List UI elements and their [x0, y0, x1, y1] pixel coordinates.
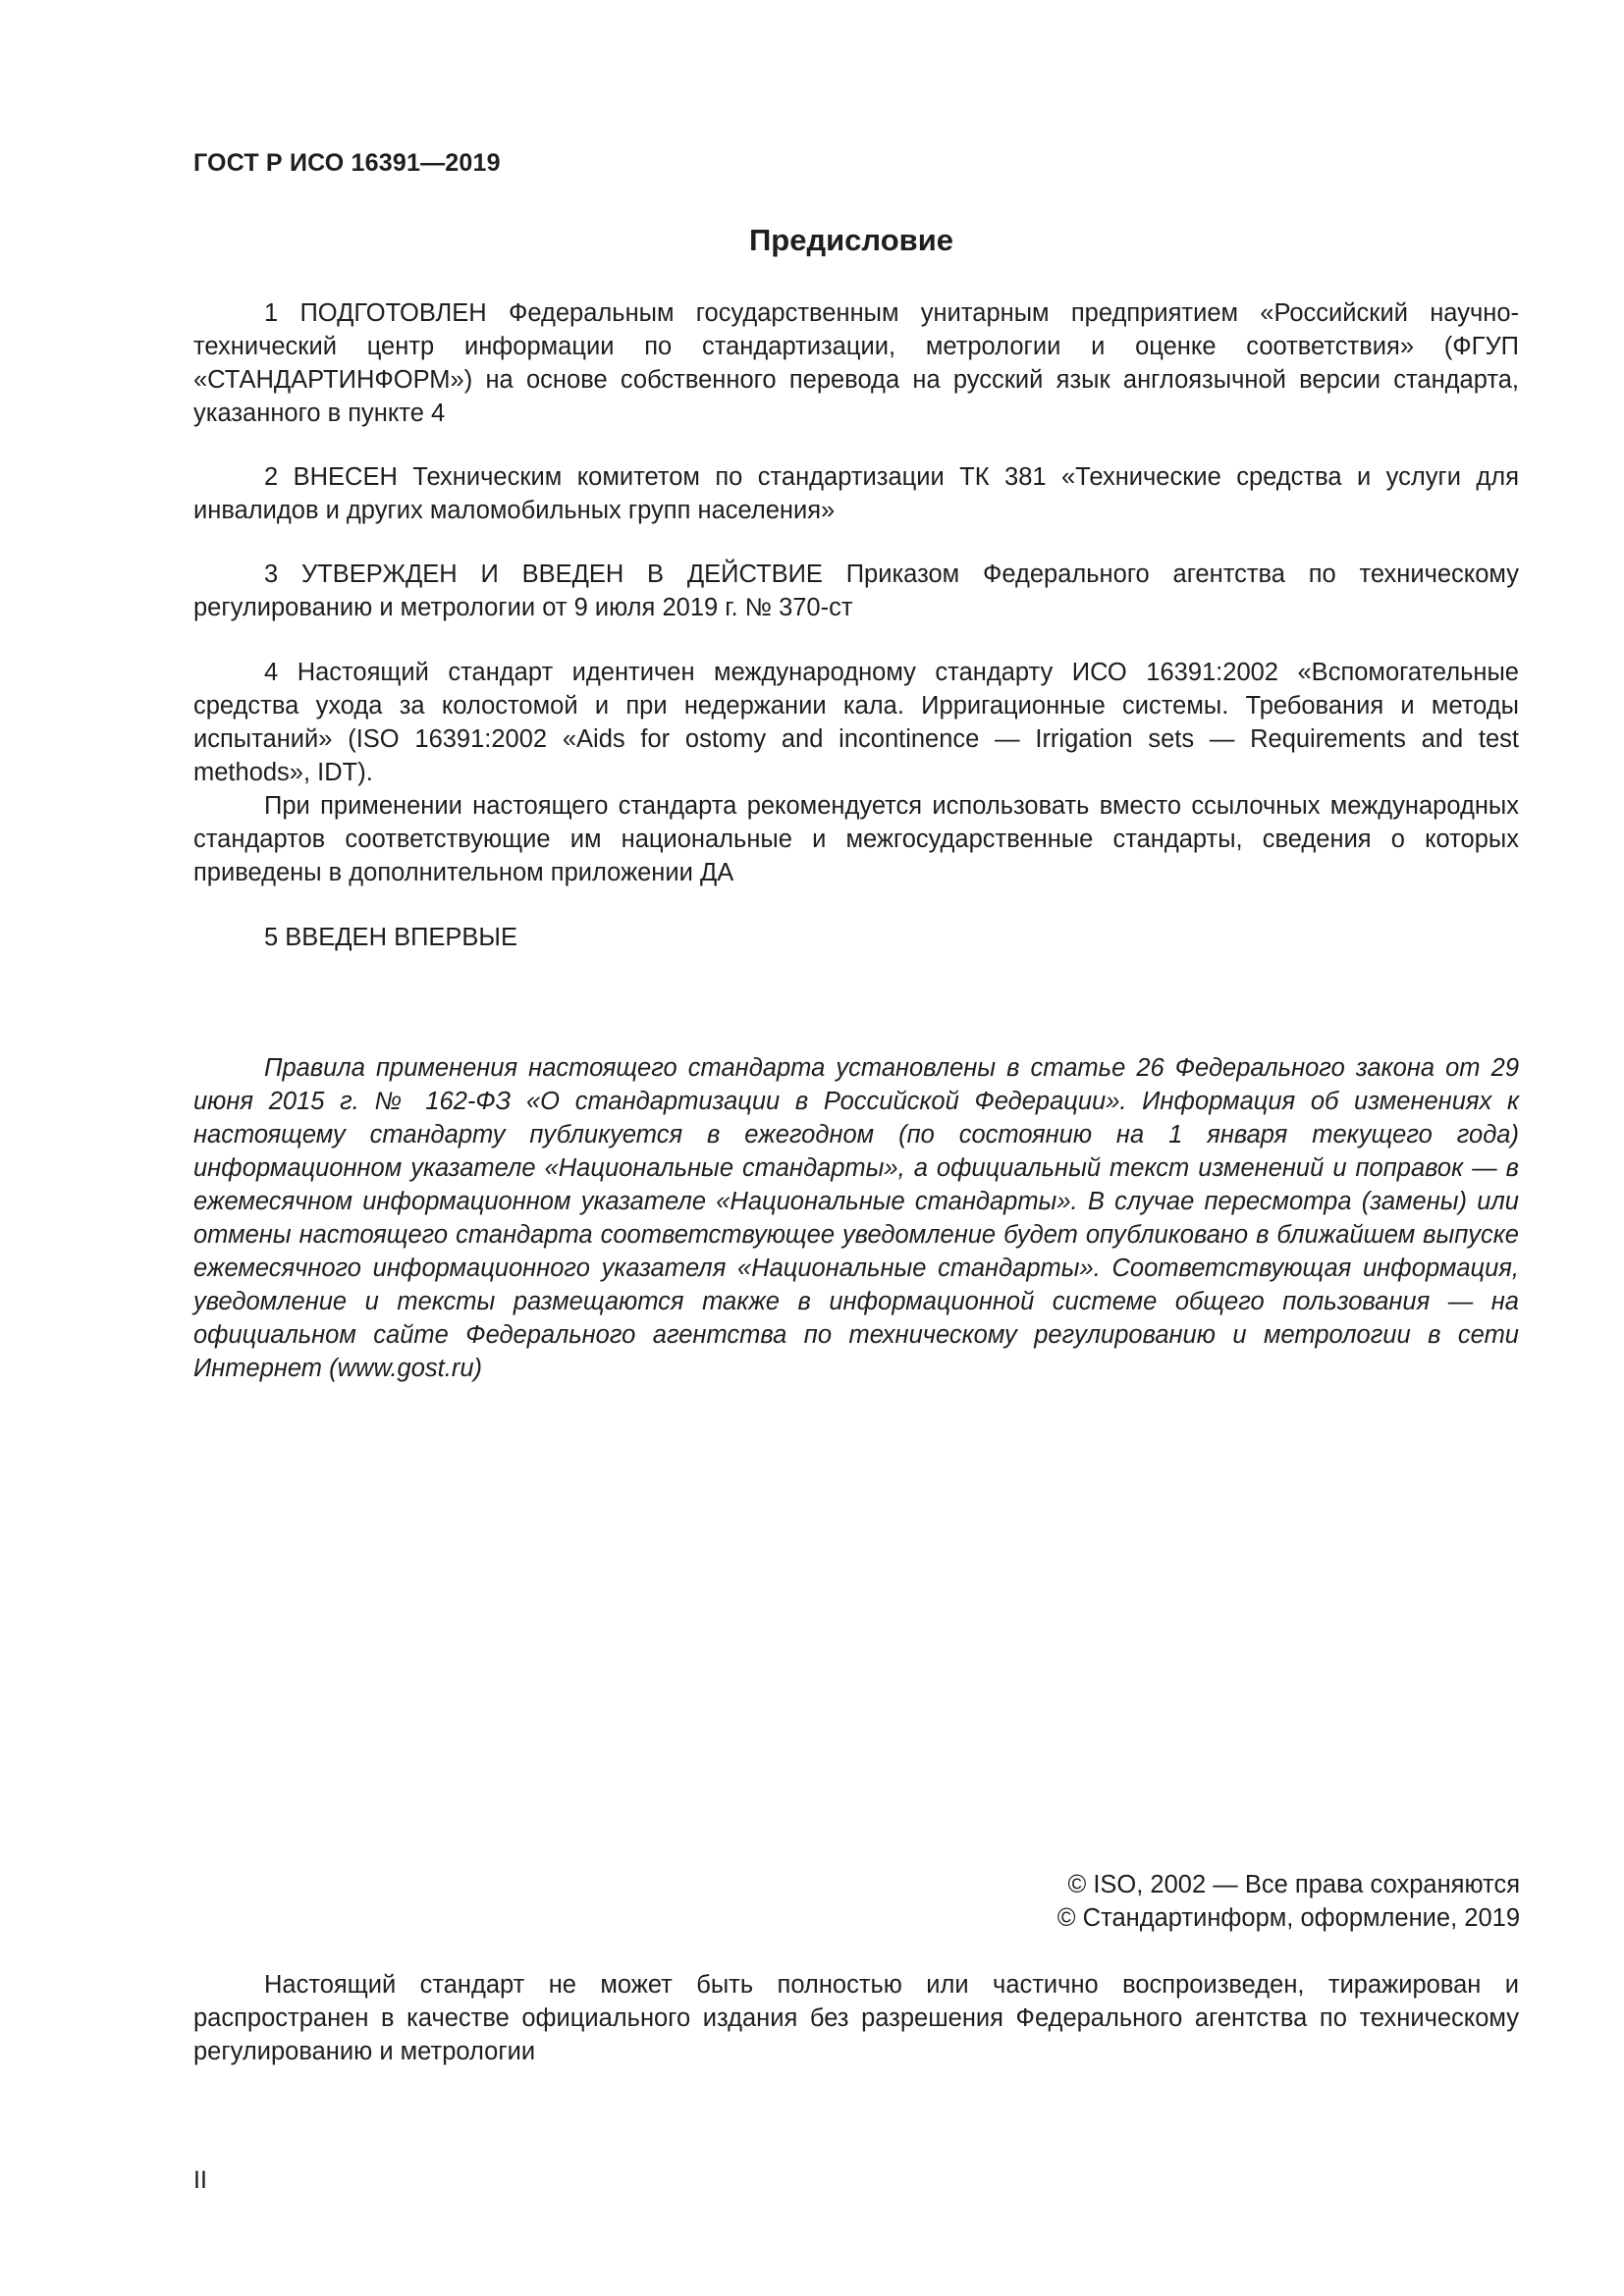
copyright-iso: © ISO, 2002 — Все права сохраняются	[1067, 1871, 1520, 1898]
page-number: II	[193, 2166, 207, 2194]
foreword-item-4	[193, 656, 1519, 889]
copyright-standartinform: © Стандартинформ, оформление, 2019	[1056, 1904, 1520, 1932]
reproduction-notice	[193, 1968, 1519, 2068]
rules-notice	[193, 1051, 1519, 1385]
foreword-title: Предисловие	[748, 223, 953, 257]
copyright-block	[1057, 1868, 1520, 1935]
foreword-item-1-text: 1 ПОДГОТОВЛЕН Федеральным государственным унитарным предприятием «Российский научно-технический центр информации по стандартизации, метрологии и оценке соответствия» (ФГУП «СТАНДАРТИНФОРМ») на основе собственного перевода на русский язык англоязычной версии стандарта, указанного в пункте 4	[193, 299, 1519, 427]
rules-notice-text: Правила применения настоящего стандарта установлены в статье 26 Федерального закона от 29 июня 2015 г. № 162-ФЗ «О стандартизации в Российской Федерации». Информация об изменениях к настоящему стандарту публикуется в ежегодном (по состоянию на 1 января текущего года) информационном указателе «Национальные стандарты», а официальный текст изменений и поправок — в ежемесячном информационном указателе «Национальные стандарты». В случае пересмотра (замены) или отмены настоящего стандарта соответствующее уведомление будет опубликовано в ближайшем выпуске ежемесячного информационного указателя «Национальные стандарты». Соответствующая информация, уведомление и тексты размещаются также в информационной системе общего пользования — на официальном сайте Федерального агентства по техническому регулированию и метрологии в сети Интернет (www.gost.ru)	[193, 1054, 1519, 1382]
foreword-item-4-text: 4 Настоящий стандарт идентичен международному стандарту ИСО 16391:2002 «Вспомогательные средства ухода за колостомой и при недержании кала. Ирригационные системы. Требования и методы испытаний» (ISO 16391:2002 «Aids for ostomy and incontinence — Irrigation sets — Requirements and test methods», IDT).	[193, 659, 1519, 786]
foreword-item-1	[193, 296, 1519, 430]
foreword-item-3-text: 3 УТВЕРЖДЕН И ВВЕДЕН В ДЕЙСТВИЕ Приказом Федерального агентства по техническому регулированию и метрологии от 9 июля 2019 г. № 370-ст	[193, 561, 1519, 621]
foreword-item-3	[193, 558, 1519, 624]
reproduction-notice-text: Настоящий стандарт не может быть полностью или частично воспроизведен, тиражирован и распространен в качестве официального издания без разрешения Федерального агентства по техническому регулированию и метрологии	[193, 1971, 1519, 2065]
foreword-item-5	[193, 921, 1519, 954]
foreword-item-5-text: 5 ВВЕДЕН ВПЕРВЫЕ	[264, 924, 518, 951]
foreword-item-2-text: 2 ВНЕСЕН Техническим комитетом по стандартизации ТК 381 «Технические средства и услуги для инвалидов и других маломобильных групп населения»	[193, 463, 1519, 524]
foreword-item-4-note: При применении настоящего стандарта рекомендуется использовать вместо ссылочных международных стандартов соответствующие им национальные и межгосударственные стандарты, сведения о которых приведены в дополнительном приложении ДА	[193, 792, 1519, 886]
standard-code-header: ГОСТ Р ИСО 16391—2019	[193, 149, 501, 177]
foreword-item-2	[193, 460, 1519, 527]
